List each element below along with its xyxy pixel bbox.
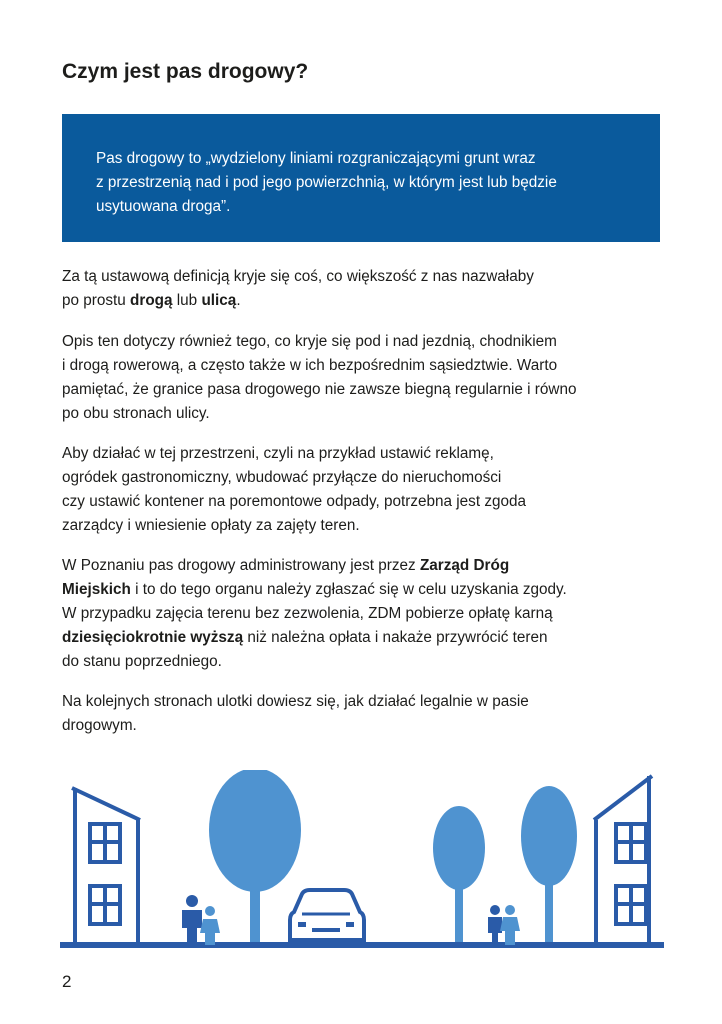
people-icon <box>182 895 220 946</box>
bold-organization-name: Miejskich <box>62 581 131 598</box>
bold-term-street: ulicą <box>201 292 237 309</box>
tree-icon <box>521 786 577 942</box>
text-line: po prostu <box>62 292 131 309</box>
text-fragment: niż należna opłata i nakaże przywrócić teren <box>243 629 548 646</box>
car-icon <box>290 890 364 940</box>
definition-box <box>62 114 660 242</box>
text-line: Opis ten dotyczy również tego, co kryje się pod i nad jezdnią, chodnikiem <box>62 333 557 350</box>
text-line: i drogą rowerową, a często także w ich bezpośrednim sąsiedztwie. Warto <box>62 357 558 374</box>
street-illustration <box>60 770 664 952</box>
house-left-icon <box>72 788 140 942</box>
text-fragment: i to do tego organu należy zgłaszać się w celu uzyskania zgody. <box>130 581 567 598</box>
bold-term-road: drogą <box>130 292 173 309</box>
text-fragment: W Poznaniu pas drogowy administrowany jest przez <box>62 557 420 574</box>
paragraph-permission <box>62 442 662 538</box>
text-line: drogowym. <box>62 717 137 734</box>
definition-line: Pas drogowy to „wydzielony liniami rozgraniczającymi grunt wraz <box>96 150 536 167</box>
text-line: czy ustawić kontener na poremontowe odpady, potrzebna jest zgoda <box>62 493 527 510</box>
text-line: Za tą ustawową definicją kryje się coś, co większość z nas nazwałaby <box>62 268 534 285</box>
text-line: zarządcy i wniesienie opłaty za zajęty teren. <box>62 517 360 534</box>
bold-penalty: dziesięciokrotnie wyższą <box>62 629 244 646</box>
page-number: 2 <box>62 972 72 991</box>
text-fragment: . <box>236 292 241 309</box>
paragraph-scope <box>62 330 662 426</box>
definition-line: usytuowana droga”. <box>96 198 231 215</box>
text-line: Aby działać w tej przestrzeni, czyli na przykład ustawić reklamę, <box>62 445 494 462</box>
paragraph-next-pages <box>62 690 662 738</box>
page-title: Czym jest pas drogowy? <box>62 60 309 83</box>
paragraph-zdm <box>62 554 662 674</box>
text-line: W przypadku zajęcia terenu bez zezwolenia, ZDM pobierze opłatę karną <box>62 605 553 622</box>
text-line: ogródek gastronomiczny, wbudować przyłącze do nieruchomości <box>62 469 502 486</box>
text-line: do stanu poprzedniego. <box>62 653 222 670</box>
definition-line: z przestrzenią nad i pod jego powierzchnią, w którym jest lub będzie <box>96 174 557 191</box>
bold-organization-name: Zarząd Dróg <box>419 557 510 574</box>
street-ground-line <box>60 942 664 948</box>
text-fragment: lub <box>172 292 202 309</box>
text-line: po obu stronach ulicy. <box>62 405 210 422</box>
text-line: pamiętać, że granice pasa drogowego nie zawsze biegną regularnie i równo <box>62 381 577 398</box>
text-line: Na kolejnych stronach ulotki dowiesz się, jak działać legalnie w pasie <box>62 693 529 710</box>
paragraph-definition-meaning <box>62 265 662 313</box>
tree-icon <box>433 806 485 942</box>
definition-text <box>96 147 630 219</box>
house-right-icon <box>594 776 652 942</box>
tree-icon <box>209 770 301 942</box>
people-icon <box>488 905 520 945</box>
